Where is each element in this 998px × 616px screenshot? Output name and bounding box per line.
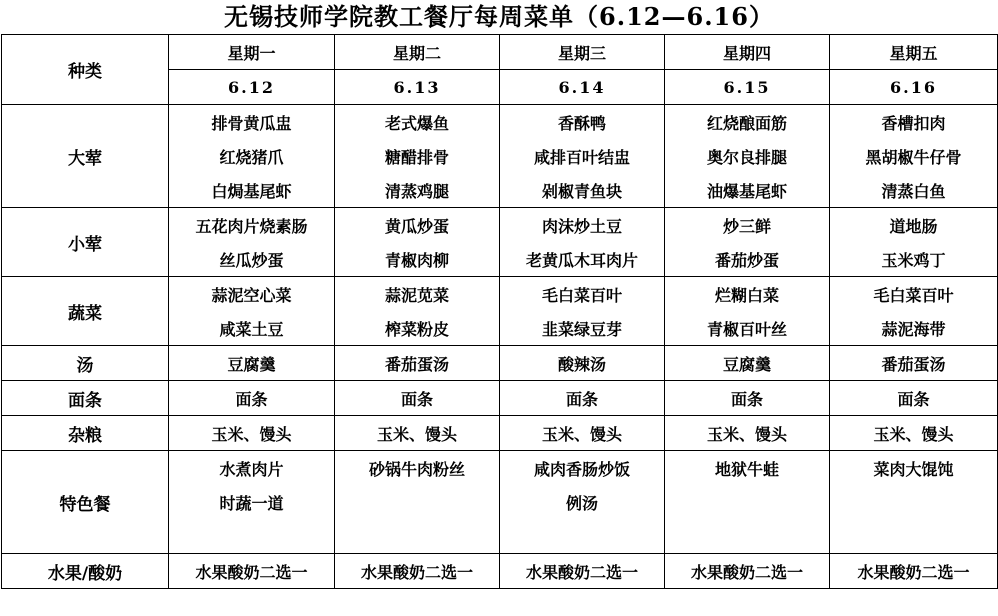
day-header-thu: 星期四	[665, 35, 830, 70]
menu-dish-cell: 玉米、馒头	[335, 416, 500, 451]
menu-dish-cell: 老黄瓜木耳肉片	[500, 242, 665, 277]
menu-dish-cell: 豆腐羹	[665, 346, 830, 381]
menu-dish-cell: 菜肉大馄饨	[830, 451, 998, 486]
header-day-row	[2, 35, 998, 70]
menu-dish-cell: 水果酸奶二选一	[665, 554, 830, 589]
menu-dish-cell: 剁椒青鱼块	[500, 173, 665, 208]
menu-dish-cell: 黑胡椒牛仔骨	[830, 139, 998, 173]
menu-dish-cell: 排骨黄瓜盅	[169, 105, 335, 140]
menu-dish-cell: 地狱牛蛙	[665, 451, 830, 486]
menu-dish-cell: 红烧酿面筋	[665, 105, 830, 140]
date-header-thu: 6.15	[665, 70, 830, 105]
menu-dish-cell: 玉米鸡丁	[830, 242, 998, 277]
menu-dish-cell: 青椒肉柳	[335, 242, 500, 277]
menu-dish-cell: 清蒸白鱼	[830, 173, 998, 208]
menu-dish-cell: 肉沫炒土豆	[500, 208, 665, 243]
menu-dish-cell: 清蒸鸡腿	[335, 173, 500, 208]
menu-dish-cell: 香槽扣肉	[830, 105, 998, 140]
menu-dish-cell: 毛白菜百叶	[830, 277, 998, 312]
menu-dish-cell: 韭菜绿豆芽	[500, 311, 665, 346]
menu-dish-cell: 毛白菜百叶	[500, 277, 665, 312]
menu-dish-cell: 丝瓜炒蛋	[169, 242, 335, 277]
menu-dish-cell: 红烧猪爪	[169, 139, 335, 173]
menu-dish-cell: 时蔬一道	[169, 485, 335, 519]
menu-row	[2, 416, 998, 451]
menu-row	[2, 105, 998, 140]
day-header-mon: 星期一	[169, 35, 335, 70]
menu-row	[2, 554, 998, 589]
menu-dish-cell: 玉米、馒头	[665, 416, 830, 451]
day-header-fri: 星期五	[830, 35, 998, 70]
category-label: 蔬菜	[2, 277, 169, 346]
category-label: 小荤	[2, 208, 169, 277]
menu-dish-cell: 豆腐羹	[169, 346, 335, 381]
menu-row	[2, 451, 998, 486]
menu-dish-cell	[169, 519, 335, 554]
menu-dish-cell	[500, 519, 665, 554]
menu-dish-cell: 咸排百叶结盅	[500, 139, 665, 173]
category-label: 大荤	[2, 105, 169, 208]
category-header-cell: 种类	[2, 35, 169, 105]
menu-dish-cell: 番茄蛋汤	[335, 346, 500, 381]
menu-row	[2, 381, 998, 416]
menu-dish-cell	[335, 519, 500, 554]
date-header-tue: 6.13	[335, 70, 500, 105]
menu-dish-cell: 香酥鸭	[500, 105, 665, 140]
menu-dish-cell: 面条	[335, 381, 500, 416]
menu-dish-cell: 面条	[169, 381, 335, 416]
menu-dish-cell: 水果酸奶二选一	[169, 554, 335, 589]
date-header-wed: 6.14	[500, 70, 665, 105]
date-header-mon: 6.12	[169, 70, 335, 105]
menu-dish-cell: 糖醋排骨	[335, 139, 500, 173]
menu-dish-cell: 黄瓜炒蛋	[335, 208, 500, 243]
menu-dish-cell: 青椒百叶丝	[665, 311, 830, 346]
menu-dish-cell: 水果酸奶二选一	[830, 554, 998, 589]
menu-dish-cell: 老式爆鱼	[335, 105, 500, 140]
menu-dish-cell: 道地肠	[830, 208, 998, 243]
menu-dish-cell: 番茄蛋汤	[830, 346, 998, 381]
menu-dish-cell: 番茄炒蛋	[665, 242, 830, 277]
menu-dish-cell: 榨菜粉皮	[335, 311, 500, 346]
category-label: 汤	[2, 346, 169, 381]
page-title: 无锡技师学院教工餐厅每周菜单（6.12—6.16）	[224, 2, 774, 31]
menu-dish-cell: 烂糊白菜	[665, 277, 830, 312]
menu-dish-cell	[830, 519, 998, 554]
menu-row	[2, 346, 998, 381]
menu-dish-cell: 蒜泥苋菜	[335, 277, 500, 312]
menu-dish-cell: 蒜泥空心菜	[169, 277, 335, 312]
category-label: 特色餐	[2, 451, 169, 554]
menu-dish-cell	[665, 519, 830, 554]
menu-dish-cell: 面条	[665, 381, 830, 416]
menu-dish-cell: 玉米、馒头	[830, 416, 998, 451]
menu-dish-cell: 蒜泥海带	[830, 311, 998, 346]
menu-dish-cell: 例汤	[500, 485, 665, 519]
menu-dish-cell: 奥尔良排腿	[665, 139, 830, 173]
menu-dish-cell	[335, 485, 500, 519]
menu-dish-cell: 咸菜土豆	[169, 311, 335, 346]
menu-dish-cell: 咸肉香肠炒饭	[500, 451, 665, 486]
menu-dish-cell: 面条	[830, 381, 998, 416]
day-header-wed: 星期三	[500, 35, 665, 70]
category-label: 杂粮	[2, 416, 169, 451]
day-header-tue: 星期二	[335, 35, 500, 70]
weekly-menu-table	[1, 34, 998, 589]
menu-dish-cell: 水果酸奶二选一	[500, 554, 665, 589]
date-header-fri: 6.16	[830, 70, 998, 105]
menu-dish-cell: 玉米、馒头	[500, 416, 665, 451]
menu-dish-cell: 水煮肉片	[169, 451, 335, 486]
menu-dish-cell: 油爆基尾虾	[665, 173, 830, 208]
menu-dish-cell	[830, 485, 998, 519]
category-label: 面条	[2, 381, 169, 416]
menu-dish-cell: 面条	[500, 381, 665, 416]
menu-row	[2, 277, 998, 312]
menu-dish-cell: 五花肉片烧素肠	[169, 208, 335, 243]
menu-row	[2, 208, 998, 243]
menu-dish-cell: 白焗基尾虾	[169, 173, 335, 208]
menu-dish-cell: 炒三鲜	[665, 208, 830, 243]
menu-dish-cell: 砂锅牛肉粉丝	[335, 451, 500, 486]
menu-dish-cell: 玉米、馒头	[169, 416, 335, 451]
category-label: 水果/酸奶	[2, 554, 169, 589]
menu-dish-cell	[665, 485, 830, 519]
menu-dish-cell: 酸辣汤	[500, 346, 665, 381]
menu-dish-cell: 水果酸奶二选一	[335, 554, 500, 589]
